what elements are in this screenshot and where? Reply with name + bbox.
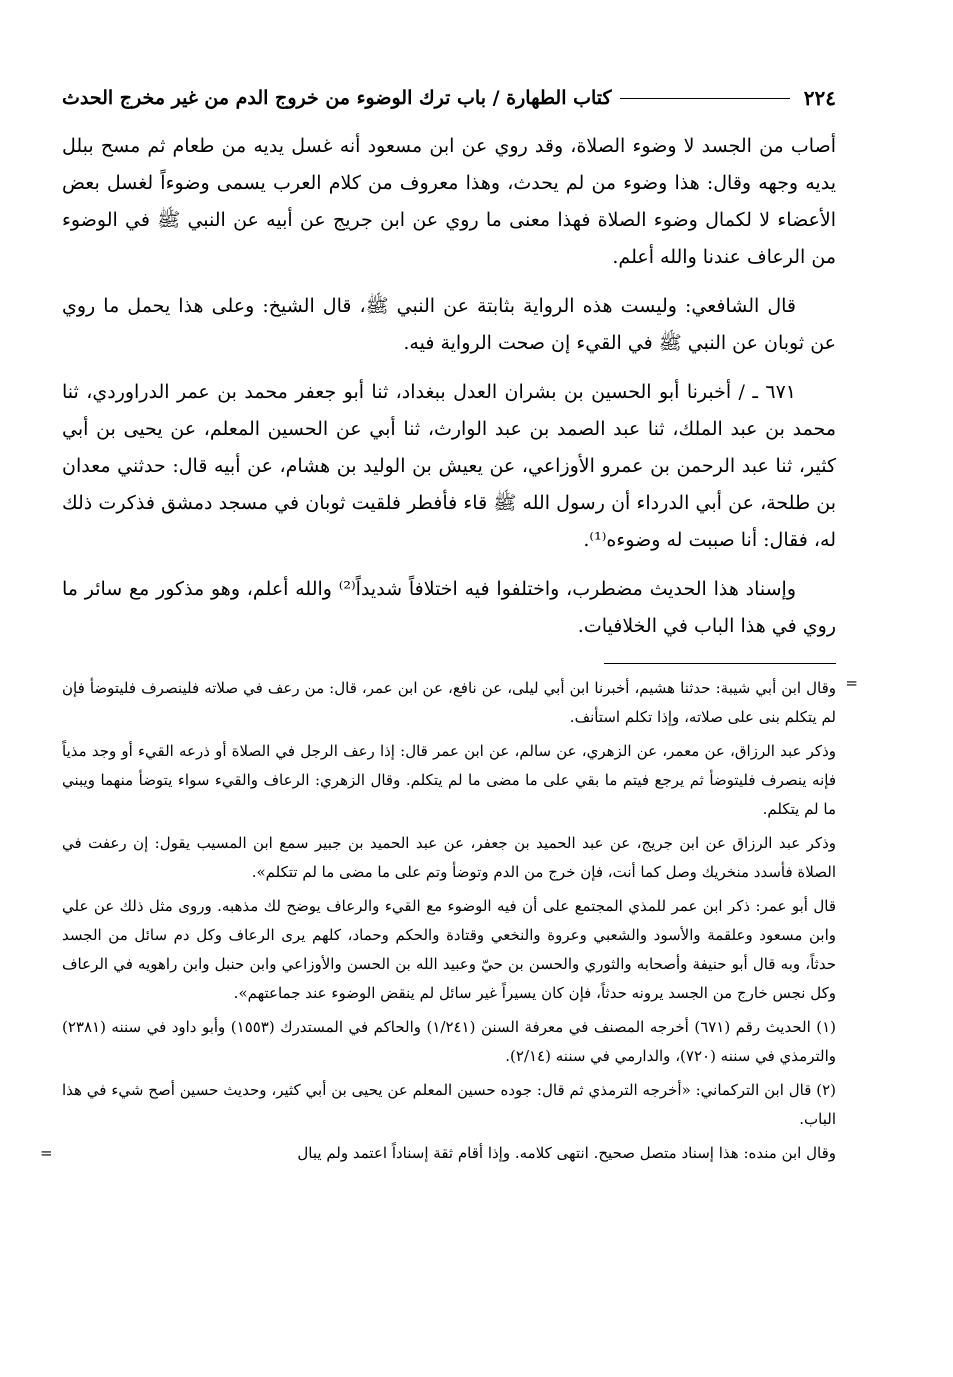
- footnote-text: وقال ابن منده: هذا إسناد متصل صحيح. انتهى كلامه. وإذا أقام ثقة إسناداً اعتمد ولم يبال: [297, 1144, 836, 1162]
- page-number: ٢٢٤: [803, 86, 836, 110]
- paragraph: وإسناد هذا الحديث مضطرب، واختلفوا فيه اختلافاً شديداً⁽²⁾ والله أعلم، وهو مذكور مع سائر ما روي في هذا الباب في الخلافيات.: [62, 578, 836, 637]
- footnote-text: وذكر عبد الرزاق، عن معمر، عن الزهري، عن سالم، عن ابن عمر قال: إذا رعف الرجل في الصلاة أو ذرعه القيء أو وجد مذياً فإنه ينصرف فليتوضأ ثم يرجع فيتم ما بقي على ما مضى ما لم يتكلم. وقال الزهري: الرعاف والقيء سواء يتوضأ منهما ويبني ما لم يتكلم.: [62, 742, 836, 818]
- footnote-2: (٢) قال ابن التركماني: «أخرجه الترمذي ثم قال: جوده حسين المعلم عن يحيى بن أبي كثير، وحديث حسين أصح شيء في هذا الباب.: [62, 1081, 836, 1128]
- continuation-mark: =: [845, 674, 858, 692]
- paragraph: أصاب من الجسد لا وضوء الصلاة، وقد روي عن ابن مسعود أنه غسل يديه من طعام ثم مسح ببلل يديه وجهه وقال: هذا وضوء من لم يحدث، وهذا معروف من كلام العرب يسمى وضوءاً لغسل بعض الأعضاء لا لكمال وضوء الصلاة فهذا معنى ما روي عن ابن جريج عن أبيه عن النبي ﷺ في الوضوء من الرعاف عندنا والله أعلم.: [62, 135, 836, 268]
- paragraph: قال الشافعي: وليست هذه الرواية بثابتة عن النبي ﷺ، قال الشيخ: وعلى هذا يحمل ما روي عن ثوبان عن النبي ﷺ في القيء إن صحت الرواية فيه.: [62, 295, 836, 354]
- hadith-paragraph: ٦٧١ ـ / أخبرنا أبو الحسين بن بشران العدل ببغداد، ثنا أبو جعفر محمد بن عمر الدراوردي، ثنا محمد بن عبد الملك، ثنا عبد الصمد بن عبد الوارث، ثنا أبي عن الحسين المعلم، عن يحيى بن أبي كثير، ثنا عبد الرحمن بن عمرو الأوزاعي، عن يعيش بن الوليد بن هشام، عن أبيه قال: حدثني معدان بن طلحة، عن أبي الدرداء أن رسول الله ﷺ قاء فأفطر فلقيت ثوبان في مسجد دمشق فذكرت ذلك له، فقال: أنا صببت له وضوءه⁽¹⁾.: [62, 381, 836, 551]
- main-text: [62, 128, 836, 645]
- footnote-text: وذكر عبد الرزاق عن ابن جريج، عن عبد الحميد بن جعفر، عن عبد الحميد بن جبير سمع ابن المسيب يقول: إن رعفت في الصلاة فأسدد منخريك وصل كما أنت، فإن خرج من الدم وتوضأ وتم على ما مضى ما لم تتكلم».: [62, 834, 836, 881]
- footnote-separator: [604, 663, 836, 664]
- continuation-end-mark: =: [40, 1144, 53, 1162]
- footnote-last: [40, 1139, 836, 1168]
- header-title: كتاب الطهارة / باب ترك الوضوء من خروج الدم من غير مخرج الحدث: [62, 87, 612, 109]
- hadith-block: [62, 374, 836, 559]
- footnote-text: قال أبو عمر: ذكر ابن عمر للمذي المجتمع على أن فيه الوضوء مع القيء والرعاف يوضح لك مذهبه. وروى مثل ذلك عن علي وابن مسعود وعلقمة والأسود والشعبي وعروة والنخعي وقتادة والحكم وحماد، كلهم يرى الرعاف وكل دم سائل من الجسد حدثاً، وبه قال أبو حنيفة وأصحابه والثوري والحسن بن حيّ وعبيد الله بن الحسن والأوزاعي وابن حنبل وابن راهويه في الرعاف وكل نجس خارج من الجسد يرونه حدثاً، فإن كان يسيراً غير سائل لم ينقض الوضوء عند جماعتهم».: [62, 897, 836, 1002]
- page: [40, 78, 858, 1168]
- footnote-continuation: [62, 674, 858, 732]
- running-header: [62, 78, 836, 118]
- footnote-text: وقال ابن أبي شيبة: حدثنا هشيم، أخبرنا ابن أبي ليلى، عن نافع، عن ابن عمر، قال: من رعف في صلاته فلينصرف فليتوضأ فإن لم يتكلم بنى على صلاته، وإذا تكلم استأنف.: [62, 679, 836, 726]
- footnotes: [40, 674, 858, 1168]
- footnote-1: (١) الحديث رقم (٦٧١) أخرجه المصنف في معرفة السنن (١/٢٤١) والحاكم في المستدرك (١٥٥٣) وأبو داود في سننه (٢٣٨١) والترمذي في سننه (٧٢٠)، والدارمي في سننه (٢/١٤).: [62, 1018, 837, 1065]
- header-rule: [620, 98, 790, 99]
